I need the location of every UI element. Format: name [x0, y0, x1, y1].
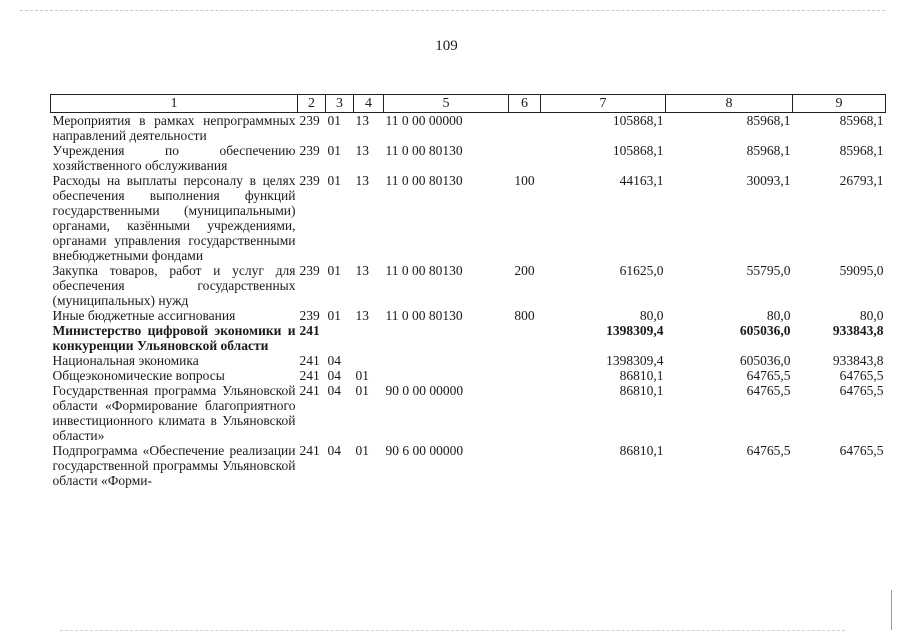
row-expense-type-cell [509, 353, 541, 368]
row-name-cell: Общеэкономические вопросы [52, 368, 225, 383]
scan-edge-right [885, 590, 892, 630]
row-name-cell: Министерство цифровой экономики и конкуренции Ульяновской области [52, 323, 296, 353]
row-value-col8-cell: 64765,5 [746, 383, 791, 398]
row-expense-type-cell: 800 [514, 308, 535, 323]
row-name-cell: Учреждения по обеспечению хозяйственного обслуживания [52, 143, 296, 173]
row-subsection-cell: 13 [355, 143, 369, 158]
table-row [51, 173, 886, 263]
row-value-col7-cell: 1398309,4 [606, 353, 664, 368]
header-cell: 2 [298, 95, 326, 113]
row-grbs-cell: 239 [299, 113, 320, 128]
header-cell: 9 [793, 95, 886, 113]
budget-table [50, 94, 886, 488]
row-expense-type-cell [509, 443, 541, 488]
row-section-cell: 04 [327, 353, 341, 368]
row-subsection-cell: 01 [355, 383, 369, 398]
table-row [51, 353, 886, 368]
table-row [51, 443, 886, 488]
row-target-article-cell [384, 353, 509, 368]
row-expense-type-cell [509, 368, 541, 383]
row-value-col7-cell: 86810,1 [619, 368, 664, 383]
row-value-col9-cell: 59095,0 [839, 263, 884, 278]
row-target-article-cell: 90 0 00 00000 [385, 383, 464, 398]
row-target-article-cell: 90 6 00 00000 [385, 443, 464, 458]
row-grbs-cell: 239 [299, 308, 320, 323]
header-cell: 6 [509, 95, 541, 113]
row-value-col8-cell: 30093,1 [746, 173, 791, 188]
row-grbs-cell: 241 [299, 323, 320, 338]
row-value-col8-cell: 85968,1 [746, 143, 791, 158]
row-section-cell: 01 [327, 263, 341, 278]
header-cell: 1 [51, 95, 298, 113]
header-cell: 7 [541, 95, 666, 113]
row-name-cell: Иные бюджетные ассигнования [52, 308, 236, 323]
table-row [51, 263, 886, 308]
row-value-col9-cell: 933843,8 [832, 323, 884, 338]
row-value-col9-cell: 64765,5 [839, 443, 884, 458]
row-name-cell: Расходы на выплаты персоналу в целях обеспечения выполнения функций государственными (муниципальными) органами, казёнными учреждениями, органами управления государственными внебюджетными фондами [52, 173, 296, 263]
row-section-cell: 04 [327, 383, 341, 398]
row-name-cell: Мероприятия в рамках непрограммных направлений деятельности [52, 113, 296, 143]
row-target-article-cell: 11 0 00 00000 [385, 113, 463, 128]
scan-edge-bottom [60, 630, 845, 631]
row-expense-type-cell: 200 [514, 263, 535, 278]
table-row [51, 143, 886, 173]
row-value-col7-cell: 1398309,4 [606, 323, 664, 338]
row-section-cell: 04 [327, 443, 341, 458]
row-name-cell: Подпрограмма «Обеспечение реализации государственной программы Ульяновской области «Форми- [52, 443, 296, 488]
row-grbs-cell: 239 [299, 173, 320, 188]
row-value-col8-cell: 64765,5 [746, 368, 791, 383]
row-value-col7-cell: 86810,1 [619, 383, 664, 398]
table-row [51, 113, 886, 144]
row-subsection-cell: 13 [355, 113, 369, 128]
row-value-col7-cell: 61625,0 [619, 263, 664, 278]
row-value-col9-cell: 26793,1 [839, 173, 884, 188]
row-value-col9-cell: 64765,5 [839, 368, 884, 383]
row-target-article-cell [384, 368, 509, 383]
row-value-col8-cell: 605036,0 [739, 323, 791, 338]
row-section-cell: 01 [327, 173, 341, 188]
row-grbs-cell: 241 [299, 383, 320, 398]
row-subsection-cell: 13 [355, 173, 369, 188]
row-section-cell: 01 [327, 113, 341, 128]
row-name-cell: Государственная программа Ульяновской области «Формирование благоприятного инвестиционного климата в Ульяновской области» [52, 383, 296, 443]
row-subsection-cell: 13 [355, 263, 369, 278]
row-target-article-cell: 11 0 00 80130 [385, 173, 463, 188]
row-section-cell: 04 [327, 368, 341, 383]
header-cell: 5 [384, 95, 509, 113]
row-value-col7-cell: 86810,1 [619, 443, 664, 458]
row-section-cell [326, 323, 354, 353]
table-row [51, 323, 886, 353]
page-number: 109 [435, 38, 458, 54]
row-section-cell: 01 [327, 143, 341, 158]
row-section-cell: 01 [327, 308, 341, 323]
row-grbs-cell: 239 [299, 143, 320, 158]
row-grbs-cell: 239 [299, 263, 320, 278]
row-target-article-cell: 11 0 00 80130 [385, 143, 463, 158]
row-value-col8-cell: 605036,0 [739, 353, 791, 368]
row-name-cell: Национальная экономика [52, 353, 199, 368]
row-value-col9-cell: 80,0 [859, 308, 884, 323]
row-expense-type-cell [509, 383, 541, 443]
header-cell: 3 [326, 95, 354, 113]
row-value-col9-cell: 85968,1 [839, 143, 884, 158]
row-value-col9-cell: 933843,8 [832, 353, 884, 368]
row-value-col7-cell: 44163,1 [619, 173, 664, 188]
table-row [51, 308, 886, 323]
row-value-col8-cell: 64765,5 [746, 443, 791, 458]
row-grbs-cell: 241 [299, 353, 320, 368]
row-target-article-cell [384, 323, 509, 353]
row-value-col8-cell: 85968,1 [746, 113, 791, 128]
row-value-col9-cell: 64765,5 [839, 383, 884, 398]
scan-edge-top [20, 10, 885, 11]
row-subsection-cell: 13 [355, 308, 369, 323]
row-target-article-cell: 11 0 00 80130 [385, 308, 463, 323]
row-value-col7-cell: 105868,1 [612, 113, 664, 128]
row-grbs-cell: 241 [299, 368, 320, 383]
row-target-article-cell: 11 0 00 80130 [385, 263, 463, 278]
row-expense-type-cell: 100 [514, 173, 535, 188]
row-value-col8-cell: 80,0 [766, 308, 791, 323]
row-value-col8-cell: 55795,0 [746, 263, 791, 278]
row-grbs-cell: 241 [299, 443, 320, 458]
table-body [51, 113, 886, 489]
table-row [51, 383, 886, 443]
row-value-col9-cell: 85968,1 [839, 113, 884, 128]
table-row [51, 368, 886, 383]
row-subsection-cell [354, 323, 384, 353]
row-subsection-cell [354, 353, 384, 368]
row-expense-type-cell [509, 113, 541, 144]
row-value-col7-cell: 80,0 [639, 308, 664, 323]
row-expense-type-cell [509, 323, 541, 353]
row-name-cell: Закупка товаров, работ и услуг для обеспечения государственных (муниципальных) нужд [52, 263, 296, 308]
row-expense-type-cell [509, 143, 541, 173]
header-cell: 8 [666, 95, 793, 113]
header-cell: 4 [354, 95, 384, 113]
header-row [51, 95, 886, 113]
row-subsection-cell: 01 [355, 443, 369, 458]
row-value-col7-cell: 105868,1 [612, 143, 664, 158]
row-subsection-cell: 01 [355, 368, 369, 383]
